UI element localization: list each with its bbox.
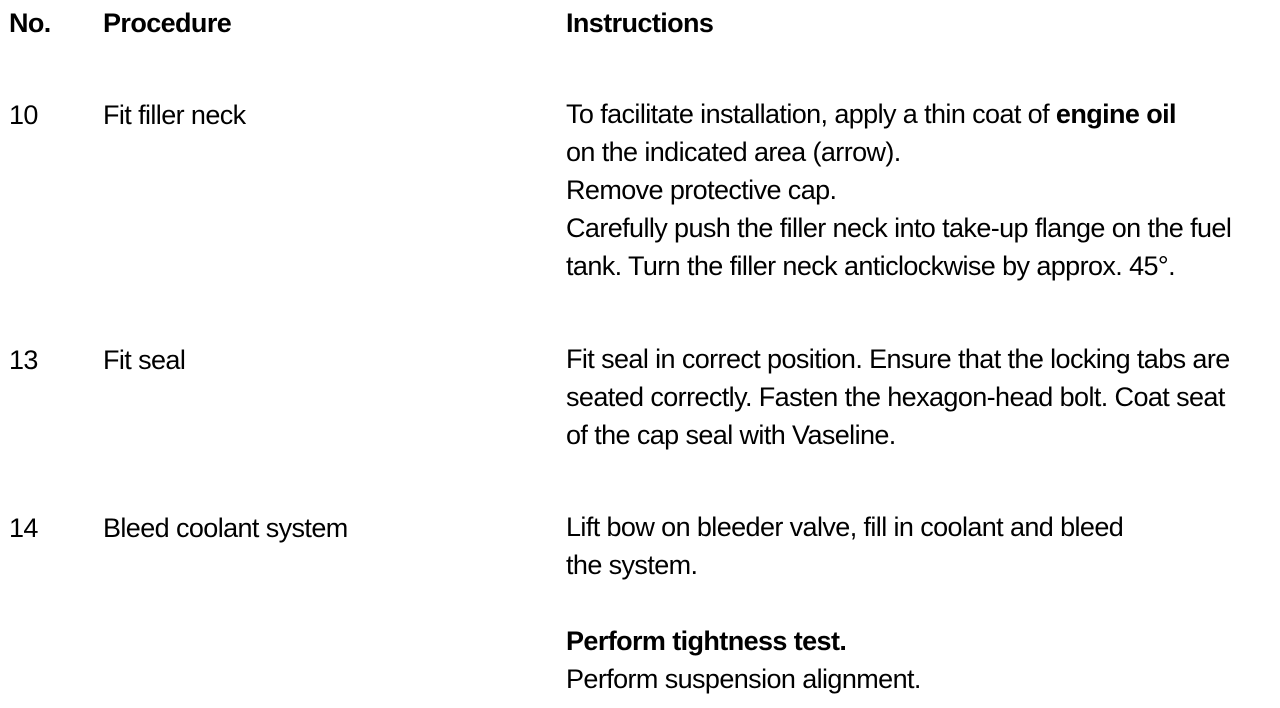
header-no: No. — [9, 8, 51, 38]
instruction-line: tank. Turn the filler neck anticlockwise by approx. 45°. — [566, 251, 1176, 281]
instruction-line: the system. — [566, 550, 698, 580]
row-14-procedure: Bleed coolant system — [103, 513, 348, 543]
row-14-notes — [566, 622, 921, 698]
instruction-line: Carefully push the filler neck into take-up flange on the fuel — [566, 213, 1232, 243]
row-10-procedure: Fit filler neck — [103, 100, 246, 130]
suspension-alignment-line: Perform suspension alignment. — [566, 664, 921, 694]
row-13-procedure: Fit seal — [103, 345, 186, 375]
row-13-number: 13 — [9, 345, 38, 375]
instruction-line — [566, 95, 1231, 133]
instruction-line: Lift bow on bleeder valve, fill in coolant and bleed — [566, 512, 1124, 542]
instruction-line: of the cap seal with Vaseline. — [566, 420, 896, 450]
instruction-line: Fit seal in correct position. Ensure that the locking tabs are — [566, 344, 1230, 374]
row-14-number: 14 — [9, 513, 38, 543]
instruction-line: Remove protective cap. — [566, 175, 837, 205]
row-13-instructions — [566, 340, 1230, 454]
instruction-line: seated correctly. Fasten the hexagon-head bolt. Coat seat — [566, 382, 1225, 412]
row-10-instructions — [566, 95, 1231, 285]
instruction-text: To facilitate installation, apply a thin coat of — [566, 99, 1056, 129]
header-instructions: Instructions — [566, 8, 714, 38]
row-10-number: 10 — [9, 100, 38, 130]
instruction-line: on the indicated area (arrow). — [566, 137, 901, 167]
header-procedure: Procedure — [103, 8, 232, 38]
row-14-instructions — [566, 508, 1123, 584]
instruction-emphasis: engine oil — [1055, 99, 1176, 129]
tightness-test-heading: Perform tightness test. — [566, 626, 847, 656]
